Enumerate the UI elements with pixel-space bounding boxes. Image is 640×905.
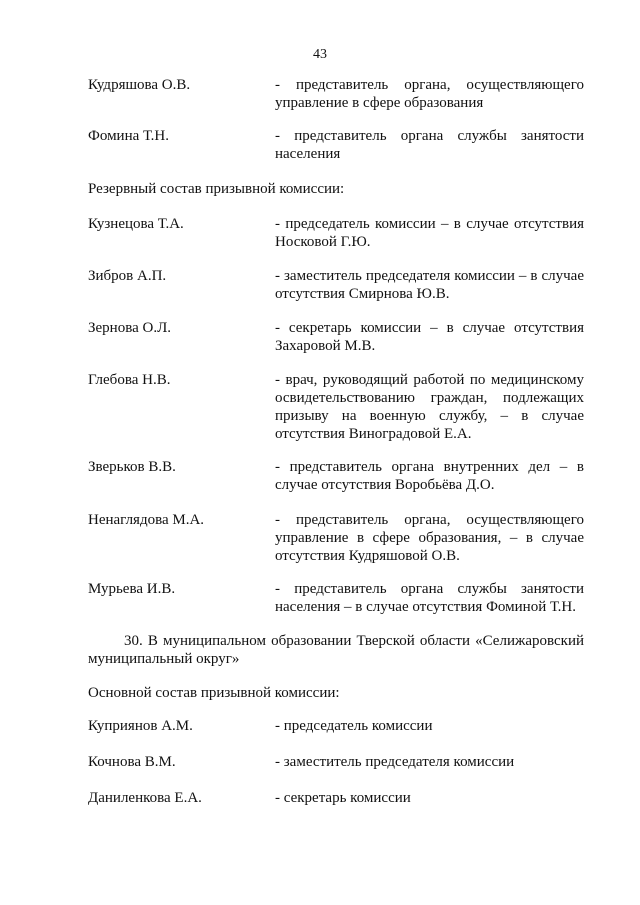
- member-name: Глебова Н.В.: [88, 372, 171, 388]
- member-name: Мурьева И.В.: [88, 581, 176, 597]
- reserve-heading: Резервный состав призывной комиссии:: [88, 181, 345, 197]
- member-name: Кузнецова Т.А.: [88, 216, 184, 232]
- section-30-paragraph: 30. В муниципальном образовании Тверской области «Селижаровский муниципальный округ»: [88, 633, 584, 667]
- member-role: - заместитель председателя комиссии: [275, 754, 515, 770]
- member-role: - представитель органа службы занятости населения – в случае отсутствия Фоминой Т.Н.: [275, 581, 584, 615]
- member-name: Кудряшова О.В.: [88, 77, 191, 93]
- member-name: Фомина Т.Н.: [88, 128, 170, 144]
- member-name: Даниленкова Е.А.: [88, 790, 202, 806]
- member-role: - заместитель председателя комиссии – в случае отсутствия Смирнова Ю.В.: [275, 268, 584, 302]
- member-role: - представитель органа внутренних дел – в случае отсутствия Воробьёва Д.О.: [275, 459, 584, 493]
- member-name: Зверьков В.В.: [88, 459, 176, 475]
- member-name: Кочнова В.М.: [88, 754, 176, 770]
- member-role: - врач, руководящий работой по медицинскому освидетельствованию граждан, подлежащих призыву на военную службу, – в случае отсутствия Виноградовой Е.А.: [275, 372, 584, 442]
- main-heading: Основной состав призывной комиссии:: [88, 685, 340, 701]
- member-name: Куприянов А.М.: [88, 718, 193, 734]
- member-name: Ненаглядова М.А.: [88, 512, 205, 528]
- member-role: - представитель органа, осуществляющего управление в сфере образования: [275, 77, 584, 111]
- member-role: - представитель органа, осуществляющего управление в сфере образования, – в случае отсутствия Кудряшовой О.В.: [275, 512, 584, 564]
- member-role: - председатель комиссии – в случае отсутствия Носковой Г.Ю.: [275, 216, 584, 250]
- page-number: 43: [313, 47, 327, 62]
- member-role: - председатель комиссии: [275, 718, 433, 734]
- member-role: - секретарь комиссии – в случае отсутствия Захаровой М.В.: [275, 320, 584, 354]
- member-role: - секретарь комиссии: [275, 790, 411, 806]
- member-name: Зибров А.П.: [88, 268, 167, 284]
- member-name: Зернова О.Л.: [88, 320, 171, 336]
- member-role: - представитель органа службы занятости населения: [275, 128, 584, 162]
